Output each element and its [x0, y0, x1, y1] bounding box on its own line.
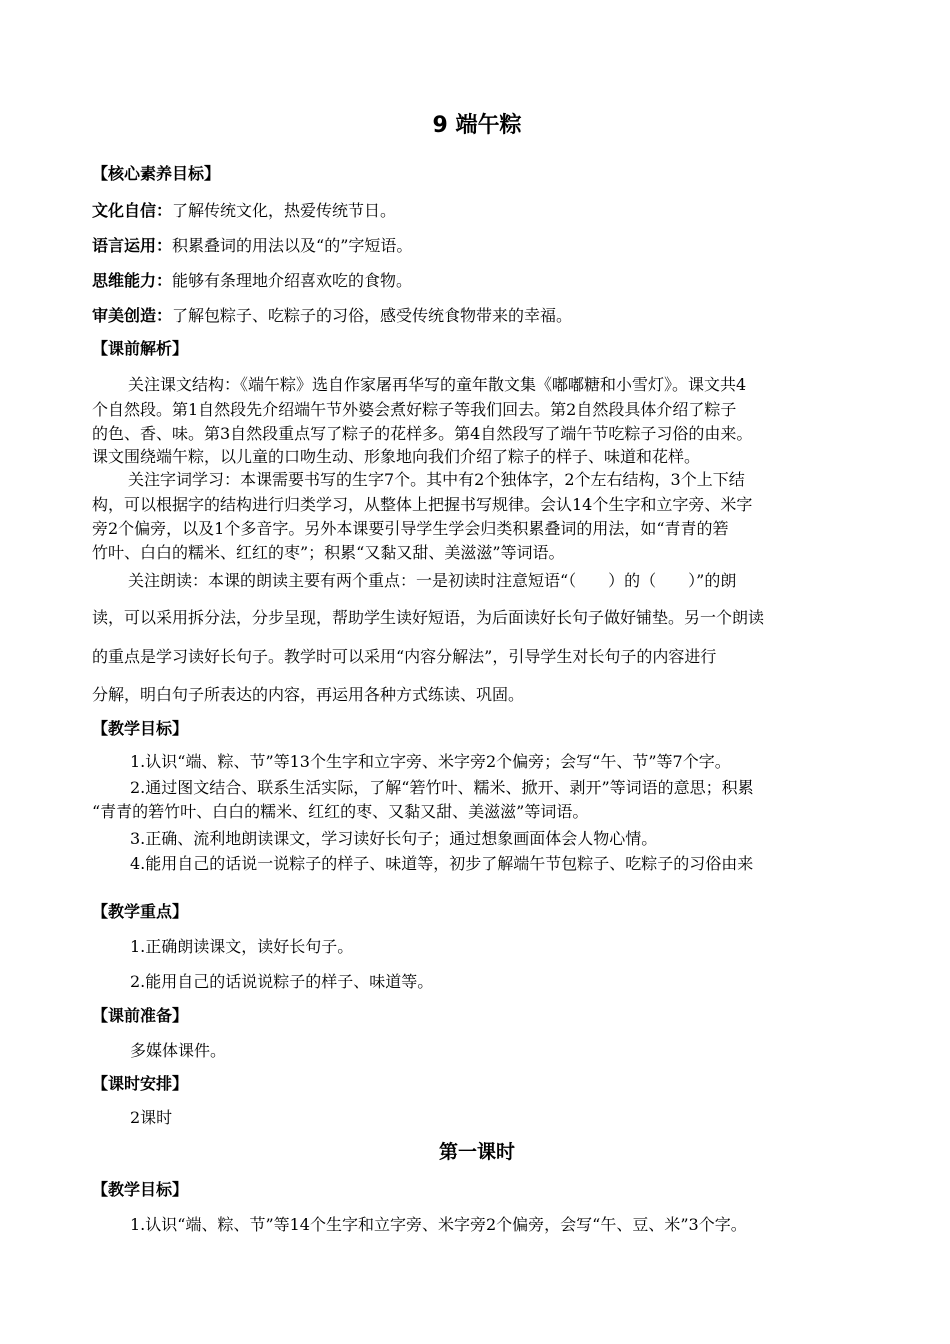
paragraph-line: 分解，明白句子所表达的内容，再运用各种方式练读、巩固。 [92, 685, 525, 704]
list-item: 2.能用自己的话说说粽子的样子、味道等。 [130, 972, 434, 991]
goal-label: 文化自信： [92, 201, 173, 220]
paragraph-line: 的色、香、味。第3自然段重点写了粽子的花样多。第4自然段写了端午节吃粽子习俗的由来。 [92, 424, 753, 443]
paragraph-line: 关注课文结构：《端午粽》选自作家屠再华写的童年散文集《嘟嘟糖和小雪灯》。课文共4 [128, 375, 747, 394]
goal-label: 审美创造： [92, 306, 173, 325]
list-item: 2.通过图文结合、联系生活实际，了解“箬竹叶、糯米、掀开、剥开”等词语的意思；积累 [130, 778, 754, 797]
goal-text: 了解传统文化，热爱传统节日。 [172, 201, 397, 220]
list-item: 1.正确朗读课文，读好长句子。 [130, 937, 354, 956]
section-heading-teaching-goals: 【教学目标】 [92, 719, 189, 738]
list-item: 4.能用自己的话说一说粽子的样子、味道等，初步了解端午节包粽子、吃粽子的习俗由来 [130, 854, 754, 873]
goal-text: 能够有条理地介绍喜欢吃的食物。 [172, 271, 413, 290]
goal-label: 思维能力： [92, 271, 173, 290]
list-item: 1.认识“端、粽、节”等13个生字和立字旁、米字旁2个偏旁；会写“午、节”等7个字。 [130, 752, 731, 771]
paragraph-line: 个自然段。第1自然段先介绍端午节外婆会煮好粽子等我们回去。第2自然段具体介绍了粽子 [92, 400, 737, 419]
section-heading-core-goals: 【核心素养目标】 [92, 164, 221, 183]
section-heading-key-points: 【教学重点】 [92, 902, 189, 921]
list-item-continued: “青青的箬竹叶、白白的糯米、红红的枣、又黏又甜、美滋滋”等词语。 [92, 802, 589, 821]
goal-item [92, 235, 862, 257]
page-title: 9 端午粽 [432, 113, 522, 138]
list-item: 3.正确、流利地朗读课文，学习读好长句子；通过想象画面体会人物心情。 [130, 829, 658, 848]
goal-text: 了解包粽子、吃粽子的习俗，感受传统食物带来的幸福。 [172, 306, 573, 325]
paragraph-line: 课文围绕端午粽，以儿童的口吻生动、形象地向我们介绍了粽子的样子、味道和花样。 [92, 447, 701, 466]
section-heading-pre-analysis: 【课前解析】 [92, 339, 189, 358]
paragraph-line: 的重点是学习读好长句子。教学时可以采用“内容分解法”，引导学生对长句子的内容进行 [92, 647, 717, 666]
section-heading-schedule: 【课时安排】 [92, 1074, 189, 1093]
goal-item [92, 200, 862, 222]
paragraph-line: 读，可以采用拆分法，分步呈现，帮助学生读好短语，为后面读好长句子做好铺垫。另一个朗读 [92, 608, 765, 627]
goal-text: 积累叠词的用法以及“的”字短语。 [172, 236, 413, 255]
section-heading-preparation: 【课前准备】 [92, 1006, 189, 1025]
lesson-title: 第一课时 [438, 1141, 515, 1163]
schedule-text: 2课时 [130, 1108, 173, 1127]
paragraph-line: 构，可以根据字的结构进行归类学习，从整体上把握书写规律。会认14个生字和立字旁、米字 [92, 495, 753, 514]
paragraph-line: 竹叶、白白的糯米、红红的枣”；积累“又黏又甜、美滋滋”等词语。 [92, 543, 565, 562]
paragraph-line: 关注字词学习：本课需要书写的生字7个。其中有2个独体字，2个左右结构，3个上下结 [128, 470, 745, 489]
preparation-text: 多媒体课件。 [130, 1041, 227, 1060]
goal-item [92, 305, 862, 327]
goal-label: 语言运用： [92, 236, 173, 255]
section-heading-lesson-goals: 【教学目标】 [92, 1180, 189, 1199]
goal-item [92, 270, 862, 292]
paragraph-line: 旁2个偏旁，以及1个多音字。另外本课要引导学生学会归类积累叠词的用法，如“青青的箬 [92, 519, 729, 538]
list-item: 1.认识“端、粽、节”等14个生字和立字旁、米字旁2个偏旁，会写“午、豆、米”3个字。 [130, 1215, 747, 1234]
paragraph-line: 关注朗读：本课的朗读主要有两个重点：一是初读时注意短语“（ ）的（ ）”的朗 [128, 571, 737, 590]
